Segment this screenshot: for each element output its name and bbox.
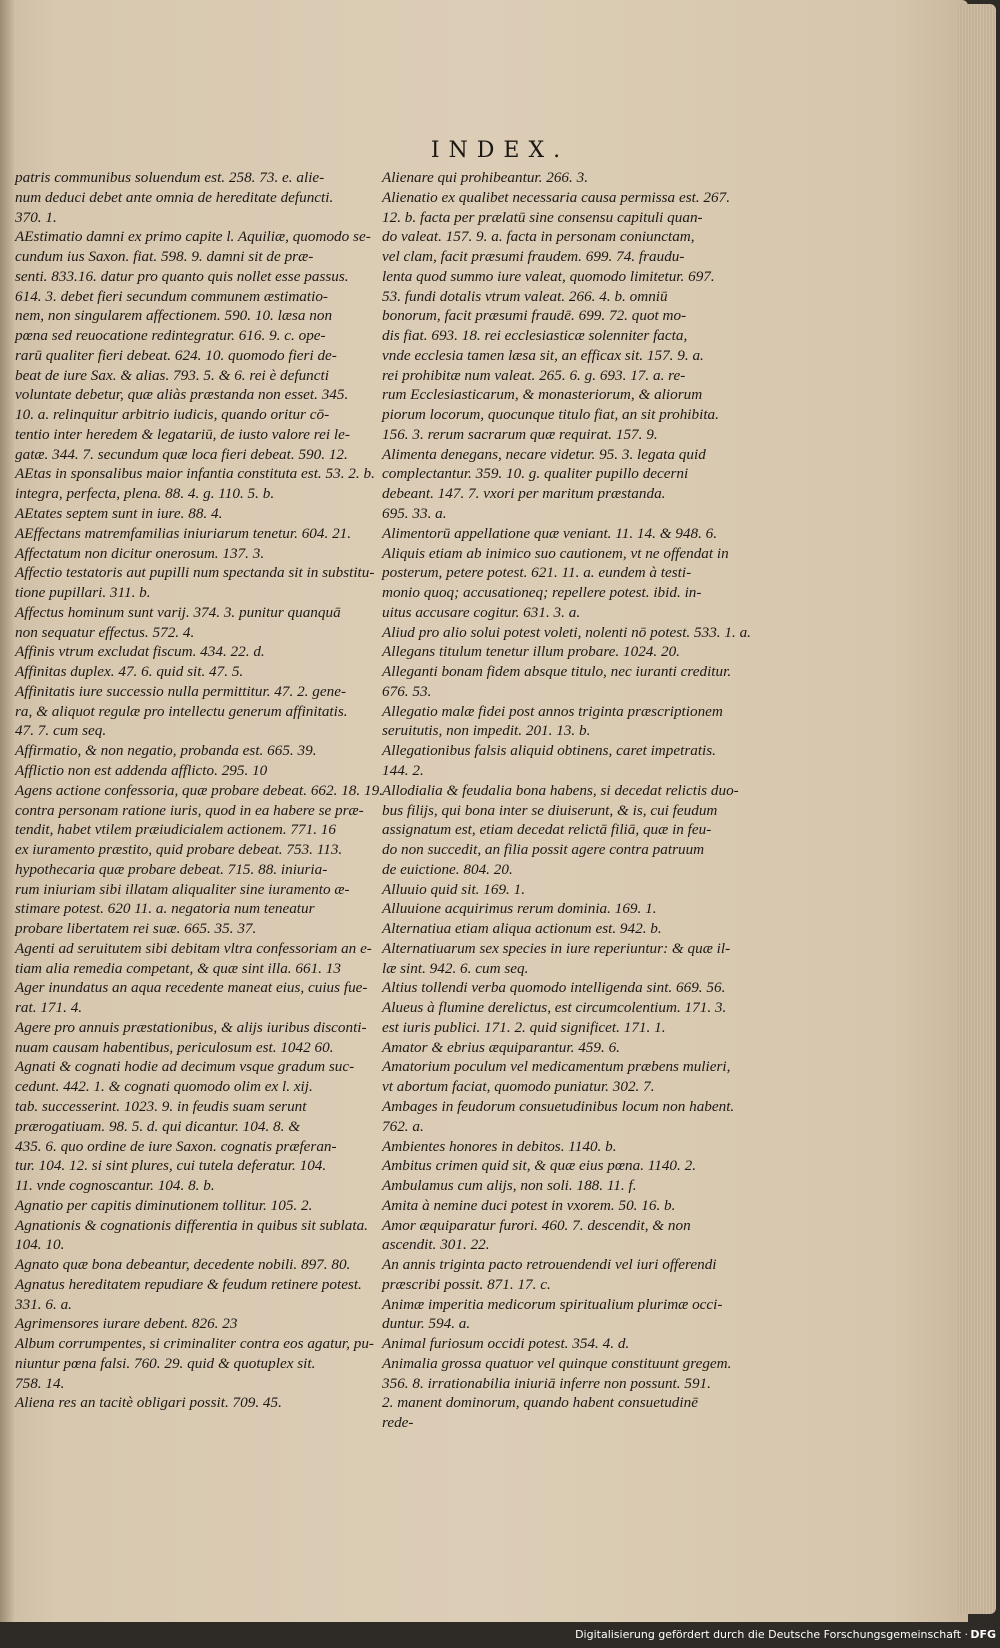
- index-entry-right-line: 356. 8. irrationabilia iniuriā inferre non possunt. 591.: [382, 1374, 711, 1392]
- index-entry-right-line: do non succedit, an filia possit agere contra patruum: [382, 841, 705, 859]
- digitization-credit: Digitalisierung gefördert durch die Deutsche Forschungsgemeinschaft ·: [575, 1628, 968, 1641]
- index-entry-right-line: Aliquis etiam ab inimico suo cautionem, vt ne offendat in: [382, 544, 729, 562]
- index-entry-right-line: Alienare qui prohibeantur. 266. 3.: [382, 169, 589, 186]
- index-entry-left-line: tendit, habet vtilem præiudicialem actionem. 771. 16: [15, 821, 336, 839]
- index-entry-right-line: 676. 53.: [382, 682, 432, 700]
- index-entry-left-line: cedunt. 442. 1. & cognati quomodo olim ex l. xij.: [15, 1078, 313, 1096]
- index-entry-left-line: 47. 7. cum seq.: [15, 722, 107, 740]
- index-entry-left-line: nem, non singularem affectionem. 590. 10. læsa non: [15, 307, 333, 325]
- index-entry-left-line: Ager inundatus an aqua recedente maneat eius, cuius fue-: [15, 979, 368, 997]
- index-entry-right-line: complectantur. 359. 10. g. qualiter pupillo decerni: [382, 465, 689, 483]
- index-entry-right-line: 2. manent dominorum, quando habent consuetudinē: [382, 1394, 698, 1412]
- index-entry-left-line: Affirmatio, & non negatio, probanda est. 665. 39.: [15, 742, 317, 760]
- index-entry-left-line: rum iniuriam sibi illatam aliqualiter sine iuramento æ-: [15, 880, 350, 898]
- index-entry-right-line: 53. fundi dotalis vtrum valeat. 266. 4. b. omniū: [382, 287, 668, 305]
- index-entry-right-line: bonorum, facit præsumi fraudē. 699. 72. quot mo-: [382, 307, 687, 325]
- index-entry-right-line: Ambientes honores in debitos. 1140. b.: [382, 1137, 617, 1155]
- index-entry-right-line: Allegans titulum tenetur illum probare. 1024. 20.: [382, 643, 680, 661]
- index-entry-left-line: prærogatiuam. 98. 5. d. qui dicantur. 104. 8. &: [15, 1117, 301, 1135]
- index-entry-left-line: rat. 171. 4.: [15, 999, 83, 1017]
- index-entry-left-line: Agere pro annuis præstationibus, & alijs iuribus disconti-: [15, 1018, 367, 1036]
- index-entry-right-line: Alleganti bonam fidem absque titulo, nec iuranti creditur.: [382, 663, 732, 681]
- index-entry-left-line: Agenti ad seruitutem sibi debitam vltra confessoriam an e-: [15, 939, 372, 957]
- index-entry-left-line: non sequatur effectus. 572. 4.: [15, 623, 195, 641]
- index-entry-left-line: AEtates septem sunt in iure. 88. 4.: [15, 505, 223, 523]
- index-entry-left-line: contra personam ratione iuris, quod in ea habere se præ-: [15, 801, 364, 819]
- index-entry-left-line: beat de iure Sax. & alias. 793. 5. & 6. rei è defuncti: [15, 366, 329, 384]
- index-entry-left-line: Agnati & cognati hodie ad decimum vsque gradum suc-: [15, 1058, 355, 1076]
- index-entry-left-line: 614. 3. debet fieri secundum communem æstimatio-: [15, 287, 328, 305]
- index-entry-left-line: 758. 14.: [15, 1374, 65, 1392]
- page-gutter: [0, 0, 14, 1622]
- index-entry-right-line: Alluuione acquirimus rerum dominia. 169. 1.: [382, 900, 657, 918]
- index-entry-right-line: Altius tollendi verba quomodo intelligenda sint. 669. 56.: [382, 979, 726, 997]
- index-entry-right-line: Allegationibus falsis aliquid obtinens, caret impetratis.: [382, 742, 716, 760]
- index-entry-left-line: tiam alia remedia competant, & quæ sint illa. 661. 13: [15, 959, 341, 977]
- index-entry-right-line: Amator & ebrius æquiparantur. 459. 6.: [382, 1038, 620, 1056]
- index-entry-right-line: de euictione. 804. 20.: [382, 860, 513, 878]
- index-entry-right-line: Alienatio ex qualibet necessaria causa permissa est. 267.: [382, 188, 730, 206]
- index-entry-right-line: ascendit. 301. 22.: [382, 1236, 490, 1254]
- index-entry-right-line: dis fiat. 693. 18. rei ecclesiasticæ solenniter facta,: [382, 327, 688, 345]
- index-entry-right-line: 144. 2.: [382, 761, 424, 779]
- index-entry-left-line: nuam causam habentibus, periculosum est. 1042 60.: [15, 1038, 334, 1056]
- index-entry-right-line: 695. 33. a.: [382, 505, 447, 523]
- index-entry-left-line: ra, & aliquot regulæ pro intellectu generum affinitatis.: [15, 702, 348, 720]
- dfg-logo: DFG: [970, 1628, 996, 1641]
- index-entry-right-line: do valeat. 157. 9. a. facta in personam coniunctam,: [382, 228, 695, 246]
- index-entry-right-line: posterum, petere potest. 621. 11. a. eundem à testi-: [382, 564, 692, 582]
- index-entry-left-line: AEffectans matremfamilias iniuriarum tenetur. 604. 21.: [15, 524, 352, 542]
- index-entry-left-line: Agrimensores iurare debent. 826. 23: [15, 1315, 238, 1333]
- index-entry-left-line: Afflictio non est addenda afflicto. 295. 10: [15, 761, 268, 779]
- index-entry-left-line: 11. vnde cognoscantur. 104. 8. b.: [15, 1177, 215, 1195]
- index-entry-left-line: AEtas in sponsalibus maior infantia constituta est. 53. 2. b.: [15, 465, 375, 483]
- index-entry-right-line: Alternatiuarum sex species in iure reperiuntur: & quæ il-: [382, 939, 731, 957]
- index-entry-left-line: 435. 6. quo ordine de iure Saxon. cognatis præferan-: [15, 1137, 337, 1155]
- index-entry-left-line: Agens actione confessoria, quæ probare debeat. 662. 18. 19.: [15, 781, 383, 799]
- index-entry-right-line: Alimenta denegans, necare videtur. 95. 3. legata quid: [382, 445, 706, 463]
- index-entry-left-line: cundum ius Saxon. fiat. 598. 9. damni sit de præ-: [15, 248, 314, 266]
- index-entry-right-line: vt abortum faciat, quomodo puniatur. 302. 7.: [382, 1078, 655, 1096]
- index-entry-left-line: tione pupillari. 311. b.: [15, 584, 151, 602]
- index-entry-right-line: Alluuio quid sit. 169. 1.: [382, 880, 526, 898]
- index-entry-right-line: bus filijs, qui bona inter se diuiserunt, & is, cui feudum: [382, 801, 718, 819]
- index-entry-right-line: præscribi possit. 871. 17. c.: [382, 1275, 551, 1293]
- index-entry-left-line: Affectio testatoris aut pupilli num spectanda sit in substitu-: [15, 564, 375, 582]
- index-entry-left-line: Album corrumpentes, si criminaliter contra eos agatur, pu-: [15, 1335, 374, 1353]
- index-entry-right-line: 12. b. facta per prælatū sine consensu capituli quan-: [382, 208, 703, 226]
- index-entry-right-line: rum Ecclesiasticarum, & monasteriorum, & aliorum: [382, 386, 703, 404]
- index-entry-right-line: Ambages in feudorum consuetudinibus locum non habent.: [382, 1097, 735, 1115]
- index-entry-right-line: Alimentorū appellatione quæ veniant. 11. 14. & 948. 6.: [382, 524, 718, 542]
- index-entry-right-line: uitus accusare cogitur. 631. 3. a.: [382, 603, 581, 621]
- index-entry-left-line: probare libertatem rei suæ. 665. 35. 37.: [15, 920, 257, 938]
- index-entry-right-line: Alternatiua etiam aliqua actionum est. 942. b.: [382, 920, 662, 938]
- index-column-left: [15, 168, 383, 1412]
- index-entry-left-line: AEstimatio damni ex primo capite l. Aquiliæ, quomodo se-: [15, 228, 371, 246]
- index-entry-right-line: Alueus à flumine derelictus, est circumcolentium. 171. 3.: [382, 999, 727, 1017]
- index-entry-left-line: tentio inter heredem & legatariū, de iusto valore rei le-: [15, 425, 350, 443]
- index-entry-left-line: patris communibus soluendum est. 258. 73. e. alie-: [15, 169, 325, 186]
- index-entry-right-line: Amita à nemine duci potest in vxorem. 50. 16. b.: [382, 1196, 676, 1214]
- index-entry-left-line: integra, perfecta, plena. 88. 4. g. 110. 5. b.: [15, 485, 275, 503]
- index-entry-right-line: Ambitus crimen quid sit, & quæ eius pœna. 1140. 2.: [382, 1157, 697, 1175]
- index-entry-right-line: Animal furiosum occidi potest. 354. 4. d.: [382, 1335, 630, 1353]
- index-entry-left-line: Affinitatis iure successio nulla permittitur. 47. 2. gene-: [15, 682, 347, 700]
- index-entry-left-line: Agnato quæ bona debeantur, decedente nobili. 897. 80.: [15, 1256, 351, 1274]
- index-entry-right-line: Allegatio malæ fidei post annos triginta præscriptionem: [382, 702, 723, 720]
- index-entry-right-line: rede-: [382, 1414, 414, 1432]
- index-entry-right-line: assignatum est, etiam decedat relictā filiā, quæ in feu-: [382, 821, 712, 839]
- index-entry-left-line: Aliena res an tacitè obligari possit. 709. 45.: [15, 1394, 282, 1412]
- index-entry-right-line: 156. 3. rerum sacrarum quæ requirat. 157. 9.: [382, 425, 658, 443]
- index-entry-right-line: Amor æquiparatur furori. 460. 7. descendit, & non: [382, 1216, 691, 1234]
- index-entry-right-line: seruitutis, non impedit. 201. 13. b.: [382, 722, 591, 740]
- index-entry-left-line: rarū qualiter fieri debeat. 624. 10. quomodo fieri de-: [15, 346, 337, 364]
- index-entry-right-line: Allodialia & feudalia bona habens, si decedat relictis duo-: [382, 781, 739, 799]
- index-entry-left-line: Affectus hominum sunt varij. 374. 3. punitur quanquā: [15, 603, 341, 621]
- index-entry-right-line: vnde ecclesia tamen læsa sit, an efficax sit. 157. 9. a.: [382, 346, 704, 364]
- index-entry-left-line: Affectatum non dicitur onerosum. 137. 3.: [15, 544, 265, 562]
- index-entry-left-line: tab. successerint. 1023. 9. in feudis suam serunt: [15, 1097, 307, 1115]
- page-edges: [958, 4, 996, 1614]
- index-entry-right-line: est iuris publici. 171. 2. quid significet. 171. 1.: [382, 1018, 666, 1036]
- index-entry-right-line: Animalia grossa quatuor vel quinque constituunt gregem.: [382, 1354, 732, 1372]
- index-entry-left-line: num deduci debet ante omnia de hereditate defuncti.: [15, 188, 334, 206]
- index-entry-left-line: senti. 833.16. datur pro quanto quis nollet esse passus.: [15, 267, 349, 285]
- index-entry-left-line: Affinis vtrum excludat fiscum. 434. 22. d.: [15, 643, 265, 661]
- index-entry-left-line: gatæ. 344. 7. secundum quæ loca fieri debeat. 590. 12.: [15, 445, 348, 463]
- index-entry-right-line: 762. a.: [382, 1117, 424, 1135]
- index-entry-left-line: hypothecaria quæ probare debeat. 715. 88. iniuria-: [15, 860, 328, 878]
- index-entry-left-line: pœna sed reuocatione redintegratur. 616. 9. c. ope-: [15, 327, 326, 345]
- index-entry-right-line: Animæ imperitia medicorum spiritualium plurimæ occi-: [382, 1295, 723, 1313]
- page-header-index: INDEX.: [430, 138, 570, 163]
- index-entry-right-line: Ambulamus cum alijs, non soli. 188. 11. f.: [382, 1177, 637, 1195]
- index-entry-right-line: debeant. 147. 7. vxori per maritum præstanda.: [382, 485, 666, 503]
- index-entry-left-line: Agnatus hereditatem repudiare & feudum retinere potest.: [15, 1275, 362, 1293]
- index-entry-right-line: vel clam, facit præsumi fraudem. 699. 74. fraudu-: [382, 248, 685, 266]
- index-entry-left-line: Agnationis & cognationis differentia in quibus sit sublata.: [15, 1216, 368, 1234]
- index-entry-left-line: voluntate debetur, quæ aliàs præstanda non esset. 345.: [15, 386, 349, 404]
- index-entry-left-line: Affinitas duplex. 47. 6. quid sit. 47. 5.: [15, 663, 244, 681]
- index-entry-right-line: monio quoq; accusationeq; repellere potest. ibid. in-: [382, 584, 702, 602]
- index-entry-right-line: Amatorium poculum vel medicamentum præbens mulieri,: [382, 1058, 731, 1076]
- index-entry-left-line: Agnatio per capitis diminutionem tollitur. 105. 2.: [15, 1196, 313, 1214]
- index-entry-right-line: læ sint. 942. 6. cum seq.: [382, 959, 529, 977]
- index-entry-right-line: rei prohibitæ num valeat. 265. 6. g. 693. 17. a. re-: [382, 366, 686, 384]
- index-entry-left-line: 10. a. relinquitur arbitrio iudicis, quando oritur cō-: [15, 406, 330, 424]
- index-entry-right-line: An annis triginta pacto retrouendendi vel iuri offerendi: [382, 1256, 717, 1274]
- index-entry-right-line: piorum locorum, quocunque titulo fiat, an sit prohibita.: [382, 406, 719, 424]
- index-entry-left-line: niuntur pœna falsi. 760. 29. quid & quotuplex sit.: [15, 1354, 316, 1372]
- index-entry-right-line: Aliud pro alio solui potest voleti, nolenti nō potest. 533. 1. a.: [382, 623, 751, 641]
- index-column-right: [382, 168, 751, 1432]
- index-entry-left-line: 370. 1.: [15, 208, 57, 226]
- index-entry-left-line: tur. 104. 12. si sint plures, cui tutela deferatur. 104.: [15, 1157, 327, 1175]
- index-entry-left-line: 331. 6. a.: [15, 1295, 72, 1313]
- index-entry-left-line: 104. 10.: [15, 1236, 65, 1254]
- index-entry-left-line: stimare potest. 620 11. a. negatoria num teneatur: [15, 900, 315, 918]
- index-entry-right-line: duntur. 594. a.: [382, 1315, 471, 1333]
- index-entry-right-line: lenta quod summo iure valeat, quomodo limitetur. 697.: [382, 267, 715, 285]
- index-entry-left-line: ex iuramento præstito, quid probare debeat. 753. 113.: [15, 841, 343, 859]
